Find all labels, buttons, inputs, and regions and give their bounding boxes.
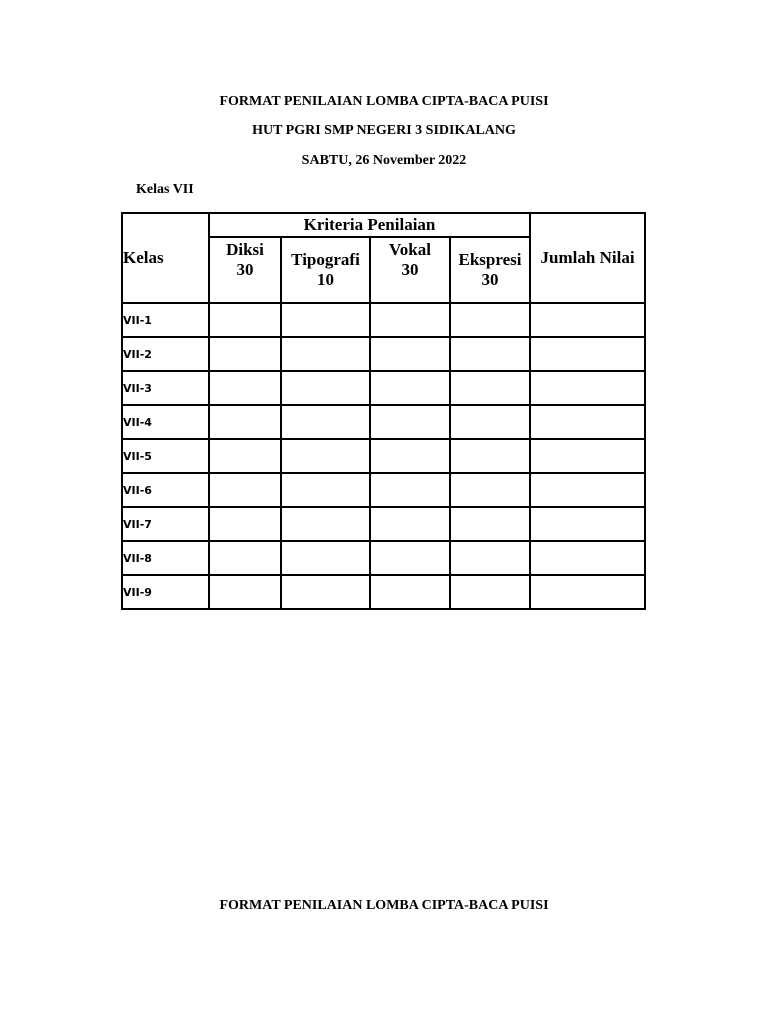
total-cell[interactable] [530, 541, 645, 575]
score-cell[interactable] [450, 575, 530, 609]
total-cell[interactable] [530, 575, 645, 609]
table-row [122, 541, 645, 575]
total-cell[interactable] [530, 473, 645, 507]
criteria-header-vokal: Vokal 30 [370, 237, 450, 303]
kelas-cell: VII-5 [122, 439, 209, 473]
table-row [122, 405, 645, 439]
score-cell[interactable] [281, 371, 370, 405]
score-cell[interactable] [450, 541, 530, 575]
score-cell[interactable] [209, 405, 281, 439]
total-cell[interactable] [530, 303, 645, 337]
score-cell[interactable] [450, 473, 530, 507]
total-header: Jumlah Nilai [530, 213, 645, 303]
score-table [121, 212, 646, 610]
score-cell[interactable] [370, 507, 450, 541]
table-row [122, 473, 645, 507]
event-date: SABTU, 26 November 2022 [301, 153, 467, 168]
kelas-header: Kelas [122, 213, 209, 303]
table-row [122, 371, 645, 405]
total-cell[interactable] [530, 337, 645, 371]
kelas-cell: VII-4 [122, 405, 209, 439]
kelas-cell: VII-2 [122, 337, 209, 371]
score-cell[interactable] [370, 439, 450, 473]
score-cell[interactable] [450, 303, 530, 337]
score-cell[interactable] [209, 507, 281, 541]
score-cell[interactable] [370, 405, 450, 439]
table-row [122, 507, 645, 541]
kelas-cell: VII-7 [122, 507, 209, 541]
score-cell[interactable] [370, 473, 450, 507]
score-cell[interactable] [281, 337, 370, 371]
criteria-group-header: Kriteria Penilaian [209, 213, 530, 237]
score-cell[interactable] [281, 439, 370, 473]
score-cell[interactable] [281, 575, 370, 609]
score-cell[interactable] [450, 337, 530, 371]
kelas-cell: VII-8 [122, 541, 209, 575]
document-title: FORMAT PENILAIAN LOMBA CIPTA-BACA PUISI [219, 94, 549, 109]
event-subtitle: HUT PGRI SMP NEGERI 3 SIDIKALANG [252, 123, 516, 138]
criteria-header-ekspresi: Ekspresi 30 [450, 237, 530, 303]
score-cell[interactable] [209, 575, 281, 609]
score-cell[interactable] [450, 439, 530, 473]
score-cell[interactable] [370, 371, 450, 405]
score-cell[interactable] [281, 473, 370, 507]
kelas-cell: VII-3 [122, 371, 209, 405]
score-cell[interactable] [370, 337, 450, 371]
kelas-cell: VII-9 [122, 575, 209, 609]
score-cell[interactable] [370, 575, 450, 609]
table-row [122, 575, 645, 609]
score-cell[interactable] [209, 337, 281, 371]
score-cell[interactable] [281, 541, 370, 575]
score-cell[interactable] [370, 541, 450, 575]
score-cell[interactable] [281, 303, 370, 337]
header-row-1 [122, 213, 645, 237]
footer-title: FORMAT PENILAIAN LOMBA CIPTA-BACA PUISI [219, 898, 549, 913]
score-cell[interactable] [209, 303, 281, 337]
score-cell[interactable] [281, 507, 370, 541]
score-cell[interactable] [209, 473, 281, 507]
score-cell[interactable] [281, 405, 370, 439]
score-cell[interactable] [209, 541, 281, 575]
total-cell[interactable] [530, 439, 645, 473]
table-row [122, 439, 645, 473]
score-cell[interactable] [209, 371, 281, 405]
section-label: Kelas VII [136, 182, 194, 197]
criteria-header-diksi: Diksi 30 [209, 237, 281, 303]
score-cell[interactable] [450, 507, 530, 541]
kelas-cell: VII-6 [122, 473, 209, 507]
total-cell[interactable] [530, 405, 645, 439]
criteria-header-tipografi: Tipografi 10 [281, 237, 370, 303]
score-cell[interactable] [450, 405, 530, 439]
total-cell[interactable] [530, 371, 645, 405]
table-row [122, 337, 645, 371]
score-cell[interactable] [450, 371, 530, 405]
table-row [122, 303, 645, 337]
score-cell[interactable] [370, 303, 450, 337]
total-cell[interactable] [530, 507, 645, 541]
score-cell[interactable] [209, 439, 281, 473]
kelas-cell: VII-1 [122, 303, 209, 337]
